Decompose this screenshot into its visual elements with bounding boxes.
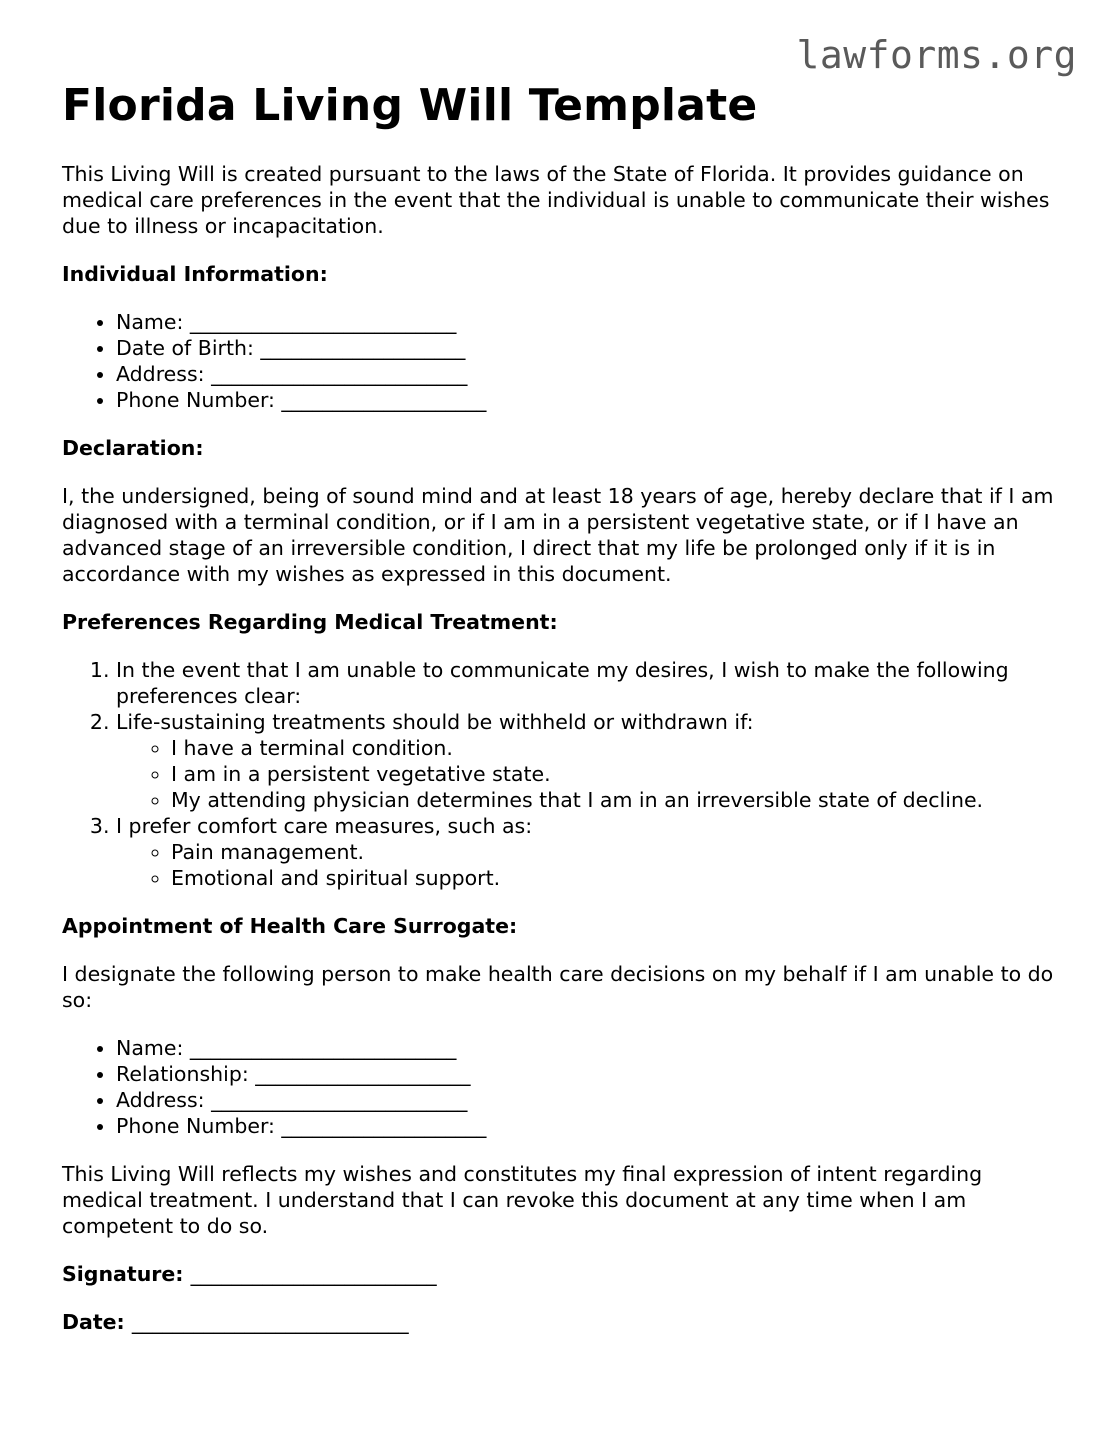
document-page (62, 80, 1062, 1335)
surrogate-heading: Appointment of Health Care Surrogate: (62, 914, 518, 938)
surrogate-name-field: • Name: __________________________ (116, 1035, 1062, 1061)
surrogate-relationship-field: • Relationship: _____________________ (116, 1061, 1062, 1087)
date-line (62, 1309, 1062, 1335)
preference-item-2-text: Life-sustaining treatments should be withheld or withdrawn if: (116, 710, 754, 734)
signature-label: Signature: (62, 1262, 184, 1286)
surrogate-phone-field: • Phone Number: ____________________ (116, 1113, 1062, 1139)
preference-item-3-text: I prefer comfort care measures, such as: (116, 814, 533, 838)
individual-info-list (62, 309, 1062, 413)
surrogate-address-field: • Address: _________________________ (116, 1087, 1062, 1113)
signature-blank: ________________________ (190, 1262, 437, 1286)
individual-phone-field: • Phone Number: ____________________ (116, 387, 1062, 413)
surrogate-info-list (62, 1035, 1062, 1139)
list-item: ◦ My attending physician determines that I am in an irreversible state of decline. (171, 787, 1062, 813)
date-label: Date: (62, 1310, 125, 1334)
list-item: ◦ Pain management. (171, 839, 1062, 865)
preference-item-1 (116, 657, 1062, 709)
surrogate-paragraph: I designate the following person to make health care decisions on my behalf if I am unable to do so: (62, 962, 1054, 1012)
page-title: Florida Living Will Template (62, 80, 758, 131)
individual-address-field: • Address: _________________________ (116, 361, 1062, 387)
declaration-paragraph: I, the undersigned, being of sound mind and at least 18 years of age, hereby declare that if I am diagnosed with a terminal condition, or if I am in a persistent vegetative state, or if I have an advanced stage of an irreversible condition, I direct that my life be prolonged only if it is in accordance with my wishes as expressed in this document. (62, 484, 1054, 586)
individual-name-field: • Name: __________________________ (116, 309, 1062, 335)
list-item: ◦ I have a terminal condition. (171, 735, 1062, 761)
individual-dob-field: • Date of Birth: ____________________ (116, 335, 1062, 361)
signature-line (62, 1261, 1062, 1287)
list-item: ◦ Emotional and spiritual support. (171, 865, 1062, 891)
preferences-heading: Preferences Regarding Medical Treatment: (62, 610, 558, 634)
preferences-list (62, 657, 1062, 891)
preference-item-2 (116, 709, 1062, 813)
declaration-heading: Declaration: (62, 436, 204, 460)
watermark-logo: lawforms.org (796, 33, 1077, 77)
preference-item-1-text: In the event that I am unable to communicate my desires, I wish to make the following preferences clear: (116, 658, 1009, 708)
preference-item-3 (116, 813, 1062, 891)
preference-item-2-sublist (116, 735, 1062, 813)
date-blank: ___________________________ (131, 1310, 409, 1334)
closing-paragraph: This Living Will reflects my wishes and constitutes my final expression of intent regarding medical treatment. I understand that I can revoke this document at any time when I am competent to do so. (62, 1162, 983, 1238)
individual-info-heading: Individual Information: (62, 262, 328, 286)
preference-item-3-sublist (116, 839, 1062, 891)
intro-paragraph: This Living Will is created pursuant to the laws of the State of Florida. It provides guidance on medical care preferences in the event that the individual is unable to communicate their wishes due to illness or incapacitation. (62, 162, 1050, 238)
list-item: ◦ I am in a persistent vegetative state. (171, 761, 1062, 787)
